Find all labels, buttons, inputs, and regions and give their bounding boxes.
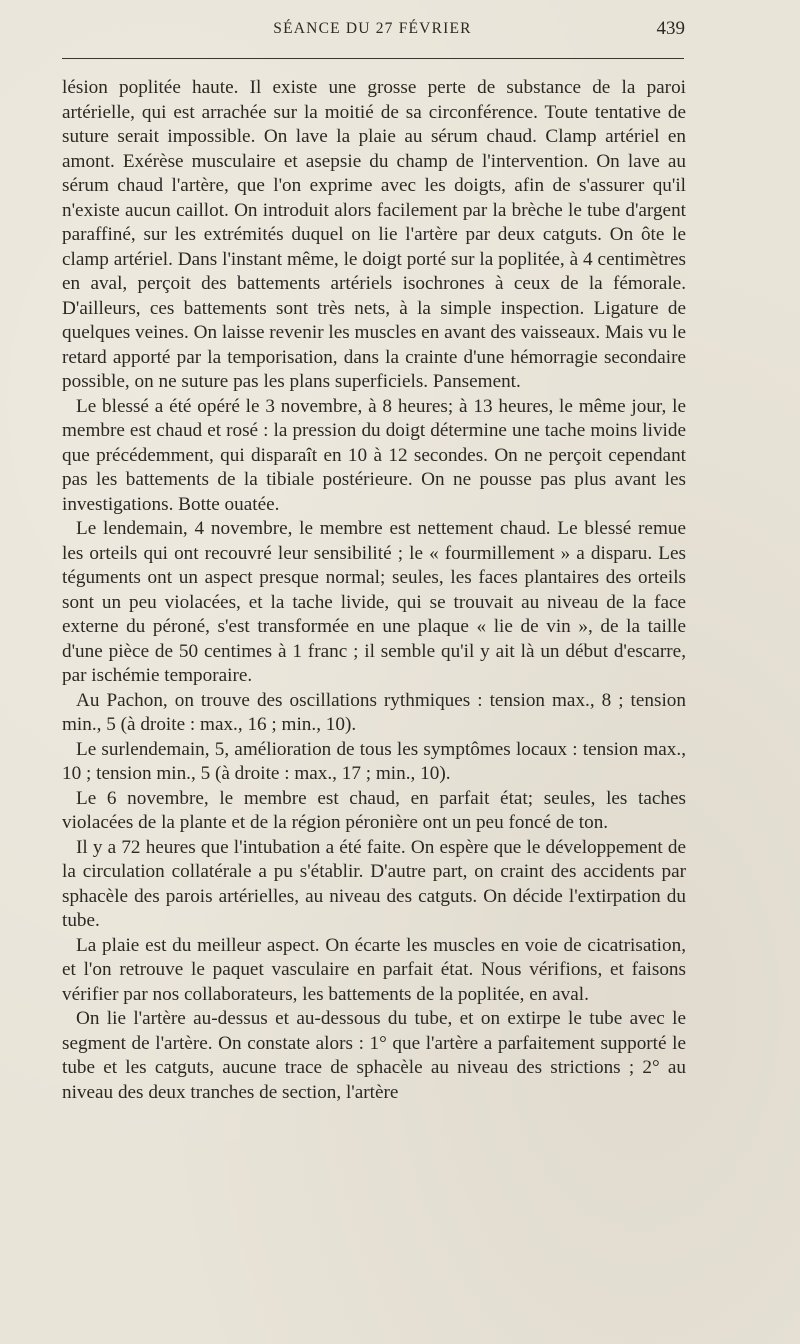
running-header [60,18,685,46]
running-title: SÉANCE DU 27 FÉVRIER [273,20,472,37]
paragraph: Au Pachon, on trouve des oscillations rythmiques : tension max., 8 ; tension min., 5 (à droite : max., 16 ; min., 10). [62,689,686,735]
header-rule [62,58,684,59]
page-number: 439 [656,18,685,39]
paragraph: Le 6 novembre, le membre est chaud, en parfait état; seules, les taches violacées de la plante et de la région péronière ont un peu foncé de ton. [62,787,686,833]
paragraph: Le blessé a été opéré le 3 novembre, à 8 heures; à 13 heures, le même jour, le membre est chaud et rosé : la pression du doigt détermine une tache moins livide que précédemment, qui disparaît en 10 à 12 secondes. On ne perçoit cependant pas les battements de la tibiale postérieure. On ne pousse pas plus avant les investigations. Botte ouatée. [62,395,686,515]
paragraph: On lie l'artère au-dessus et au-dessous du tube, et on extirpe le tube avec le segment de l'artère. On constate alors : 1° que l'artère a parfaitement supporté le tube et les catguts, aucune trace de sphacèle au niveau des strictions ; 2° au niveau des deux tranches de section, l'artère [62,1008,686,1103]
body-text [62,76,686,1105]
paragraph-continued: lésion poplitée haute. Il existe une grosse perte de substance de la paroi artérielle, qui est arrachée sur la moitié de sa circonférence. Toute tentative de suture serait impossible. On lave la plaie au sérum chaud. Clamp artériel en amont. Exérèse musculaire et asepsie du champ de l'intervention. On lave au sérum chaud l'artère, que l'on exprime avec les doigts, afin de s'assurer qu'il n'existe aucun caillot. On introduit alors facilement par la brèche le tube d'argent paraffiné, sur les extrémités duquel on lie l'artère par deux catguts. On ôte le clamp artériel. Dans l'instant même, le doigt porté sur la poplitée, à 4 centimètres en aval, perçoit des battements artériels isochrones à ceux de la fémorale. D'ailleurs, ces battements sont très nets, à la simple inspection. Ligature de quelques veines. On laisse revenir les muscles en avant des vaisseaux. Mais vu le retard apporté par la temporisation, dans la crainte d'une hémorragie secondaire possible, on ne suture pas les plans superficiels. Pansement. [62,77,686,392]
paragraph: La plaie est du meilleur aspect. On écarte les muscles en voie de cicatrisation, et l'on retrouve le paquet vasculaire en parfait état. Nous vérifions, et faisons vérifier par nos collaborateurs, les battements de la poplitée, en aval. [62,934,686,1005]
paragraph: Le surlendemain, 5, amélioration de tous les symptômes locaux : tension max., 10 ; tension min., 5 (à droite : max., 17 ; min., 10). [62,738,686,784]
paragraph: Le lendemain, 4 novembre, le membre est nettement chaud. Le blessé remue les orteils qui ont recouvré leur sensibilité ; le « fourmillement » a disparu. Les téguments ont un aspect presque normal; seules, les faces plantaires des orteils sont un peu violacées, et la tache livide, qui se trouvait au niveau de la face externe du péroné, s'est transformée en une plaque « lie de vin », de la taille d'une pièce de 50 centimes à 1 franc ; il semble qu'il y ait là un début d'escarre, par ischémie temporaire. [62,518,686,686]
paragraph: Il y a 72 heures que l'intubation a été faite. On espère que le développement de la circulation collatérale a pu s'établir. D'autre part, on craint des accidents par sphacèle des parois artérielles, au niveau des catguts. On décide l'extirpation du tube. [62,836,686,931]
